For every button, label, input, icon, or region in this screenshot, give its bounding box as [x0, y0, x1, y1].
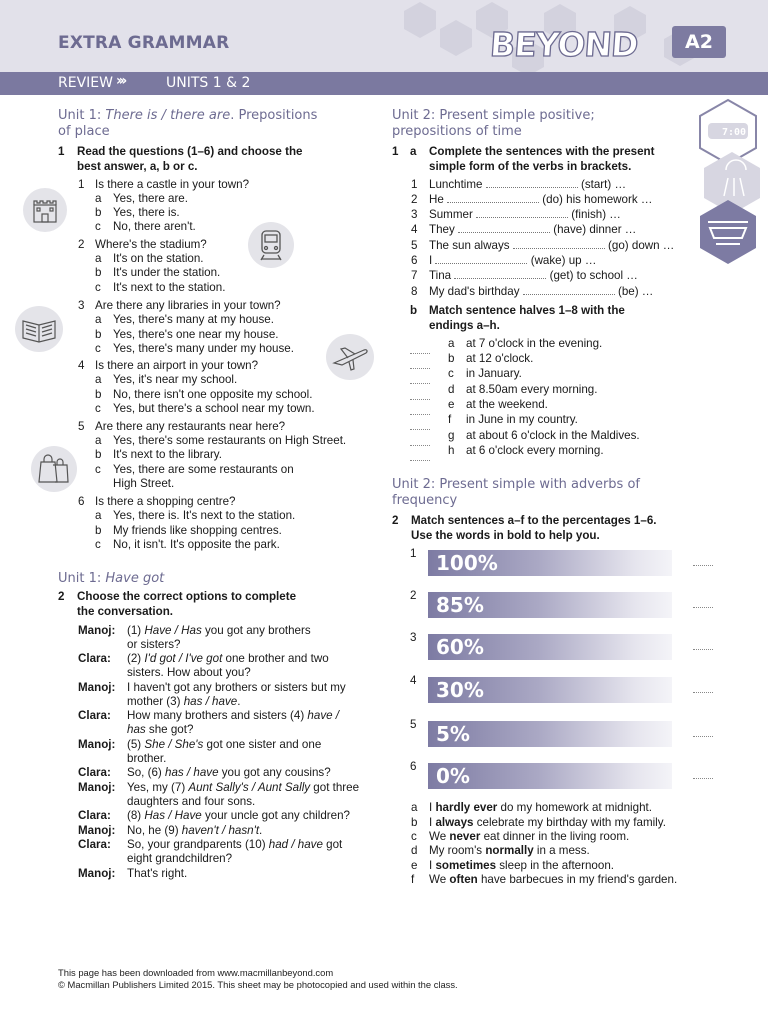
speaker: Clara: [78, 838, 111, 851]
question-5: 5 Are there any restaurants near here? [78, 420, 286, 433]
conversation-line: So, (6) has / have you got any cousins? [127, 766, 331, 779]
answer-blank[interactable] [410, 359, 430, 369]
ending-d: d at 8.50am every morning. [448, 383, 598, 396]
exercise-1a-instruction: 1 a Complete the sentences with the present simple form of the verbs in brackets. [392, 145, 655, 173]
speaker: Clara: [78, 766, 111, 779]
speaker: Clara: [78, 652, 111, 665]
sentence-1: 1 Lunchtime (start) … [411, 178, 627, 191]
sentence-6: 6 I (wake) up … [411, 254, 597, 267]
option-5c: c Yes, there are some restaurants on [95, 463, 294, 476]
answer-blank[interactable] [410, 436, 430, 446]
option-1a: a Yes, there are. [95, 192, 188, 205]
answer-blank[interactable] [693, 683, 713, 693]
option-6a: a Yes, there is. It's next to the station. [95, 509, 296, 522]
answer-blank[interactable] [410, 374, 430, 384]
section-title-adverbs-frequency: Unit 2: Present simple with adverbs of frequency [392, 477, 640, 508]
conversation-line: I haven't got any brothers or sisters but my mother (3) has / have. [127, 681, 346, 708]
freq-sentence-d: d My room's normally in a mess. [411, 844, 590, 857]
airplane-icon [326, 334, 374, 380]
ending-b: b at 12 o'clock. [448, 352, 534, 365]
conversation-line: That's right. [127, 867, 188, 880]
percentage-bar-30: 30% [428, 677, 672, 703]
option-5b: b It's next to the library. [95, 448, 222, 461]
answer-blank[interactable] [410, 344, 430, 354]
section-title-there-is: Unit 1: There is / there are. Prepositions of place [58, 108, 318, 139]
question-3: 3 Are there any libraries in your town? [78, 299, 281, 312]
level-badge: A2 [672, 26, 726, 58]
speaker: Manoj: [78, 781, 116, 794]
shopping-bag-icon [31, 446, 77, 492]
ending-a: a at 7 o'clock in the evening. [448, 337, 603, 350]
percentage-bar-60: 60% [428, 634, 672, 660]
option-6c: c No, it isn't. It's opposite the park. [95, 538, 280, 551]
answer-blank[interactable] [693, 556, 713, 566]
ending-e: e at the weekend. [448, 398, 548, 411]
question-1: 1 Is there a castle in your town? [78, 178, 250, 191]
conversation-line: No, he (9) haven't / hasn't. [127, 824, 263, 837]
answer-blank[interactable] [410, 420, 430, 430]
speaker: Manoj: [78, 624, 116, 637]
option-3b: b Yes, there's one near my house. [95, 328, 279, 341]
speaker: Clara: [78, 709, 111, 722]
page-title: EXTRA GRAMMAR [58, 33, 230, 53]
option-2b: b It's under the station. [95, 266, 221, 279]
header-bar [0, 0, 768, 72]
exercise-1b-instruction: b Match sentence halves 1–8 with the endings a–h. [410, 304, 625, 332]
option-4a: a Yes, it's near my school. [95, 373, 238, 386]
bar-number: 5 [410, 718, 417, 731]
review-label: REVIEW [58, 75, 113, 91]
question-2: 2 Where's the stadium? [78, 238, 207, 251]
section-title-have-got: Unit 1: Have got [58, 571, 165, 586]
book-icon [15, 306, 63, 352]
train-icon [248, 222, 294, 268]
speaker: Manoj: [78, 738, 116, 751]
speaker: Manoj: [78, 824, 116, 837]
freq-sentence-b: b I always celebrate my birthday with my family. [411, 816, 666, 829]
bar-number: 2 [410, 589, 417, 602]
conversation-line: (2) I'd got / I've got one brother and two sisters. How about you? [127, 652, 329, 679]
conversation-line: So, your grandparents (10) had / have got eight grandchildren? [127, 838, 343, 865]
option-2a: a It's on the station. [95, 252, 204, 265]
option-1b: b Yes, there is. [95, 206, 180, 219]
exercise-2-freq-instruction: 2 Match sentences a–f to the percentages 1–6. Use the words in bold to help you. [392, 514, 657, 542]
sentence-8: 8 My dad's birthday (be) … [411, 285, 654, 298]
answer-blank[interactable] [693, 769, 713, 779]
speaker: Manoj: [78, 867, 116, 880]
conversation-line: Yes, my (7) Aunt Sally's / Aunt Sally got three daughters and four sons. [127, 781, 360, 808]
ending-f: f in June in my country. [448, 413, 578, 426]
question-4: 4 Is there an airport in your town? [78, 359, 259, 372]
answer-blank[interactable] [693, 727, 713, 737]
option-2c: c It's next to the station. [95, 281, 226, 294]
conversation-line: How many brothers and sisters (4) have / has she got? [127, 709, 340, 736]
footer-copyright: © Macmillan Publishers Limited 2015. This sheet may be photocopied and used within the class. [58, 979, 458, 990]
castle-icon [23, 188, 67, 232]
conversation-line: (1) Have / Has you got any brothers or sisters? [127, 624, 311, 651]
speaker: Manoj: [78, 681, 116, 694]
bar-number: 4 [410, 674, 417, 687]
bar-number: 6 [410, 760, 417, 773]
percentage-bar-0: 0% [428, 763, 672, 789]
bar-number: 3 [410, 631, 417, 644]
answer-blank[interactable] [693, 598, 713, 608]
conversation-line: (8) Has / Have your uncle got any children? [127, 809, 350, 822]
freq-sentence-f: f We often have barbecues in my friend's garden. [411, 873, 678, 886]
option-5a: a Yes, there's some restaurants on High Street. [95, 434, 347, 447]
option-5c-cont: High Street. [113, 477, 175, 490]
units-label: UNITS 1 & 2 [166, 75, 251, 91]
footer [58, 967, 458, 991]
sentence-7: 7 Tina (get) to school … [411, 269, 638, 282]
review-bar [0, 72, 768, 95]
option-1c: c No, there aren't. [95, 220, 196, 233]
sentence-2: 2 He (do) his homework … [411, 193, 653, 206]
speaker: Clara: [78, 809, 111, 822]
answer-blank[interactable] [410, 405, 430, 415]
exercise-2-instruction: 2 Choose the correct options to complete the conversation. [58, 590, 297, 618]
answer-blank[interactable] [693, 640, 713, 650]
clock-label: 7:00 [722, 127, 747, 138]
ending-c: c in January. [448, 367, 522, 380]
answer-blank[interactable] [410, 390, 430, 400]
beyond-logo: BEYOND [488, 25, 639, 64]
percentage-bar-5: 5% [428, 721, 672, 747]
option-4c: c Yes, but there's a school near my town. [95, 402, 315, 415]
exercise-1-instruction: 1 Read the questions (1–6) and choose the best answer, a, b or c. [58, 145, 303, 173]
section-title-present-simple: Unit 2: Present simple positive; prepositions of time [392, 108, 595, 139]
option-3a: a Yes, there's many at my house. [95, 313, 274, 326]
freq-sentence-a: a I hardly ever do my homework at midnight. [411, 801, 652, 814]
option-3c: c Yes, there's many under my house. [95, 342, 294, 355]
question-6: 6 Is there a shopping centre? [78, 495, 236, 508]
conversation-line: (5) She / She's got one sister and one brother. [127, 738, 322, 765]
hexagon-icons [696, 98, 764, 266]
option-4b: b No, there isn't one opposite my school. [95, 388, 313, 401]
option-6b: b My friends like shopping centres. [95, 524, 282, 537]
answer-blank[interactable] [410, 451, 430, 461]
sentence-4: 4 They (have) dinner … [411, 223, 637, 236]
percentage-bar-100: 100% [428, 550, 672, 576]
sentence-5: 5 The sun always (go) down … [411, 239, 675, 252]
freq-sentence-c: c We never eat dinner in the living room. [411, 830, 630, 843]
percentage-bar-85: 85% [428, 592, 672, 618]
ending-h: h at 6 o'clock every morning. [448, 444, 604, 457]
bar-number: 1 [410, 547, 417, 560]
footer-source: This page has been downloaded from www.macmillanbeyond.com [58, 967, 334, 978]
ending-g: g at about 6 o'clock in the Maldives. [448, 429, 640, 442]
sentence-3: 3 Summer (finish) … [411, 208, 621, 221]
freq-sentence-e: e I sometimes sleep in the afternoon. [411, 859, 614, 872]
chevrons-icon: ››› [116, 73, 125, 89]
